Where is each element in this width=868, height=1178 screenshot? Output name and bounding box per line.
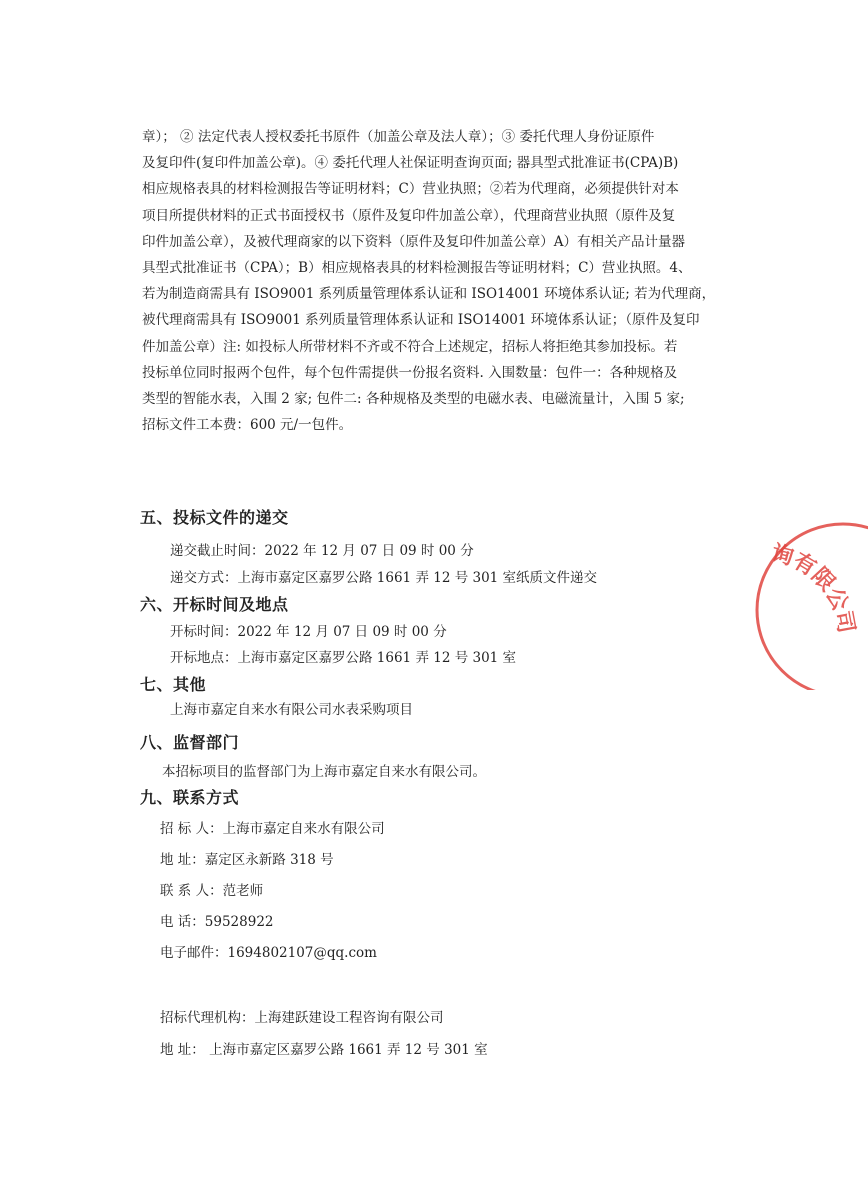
paragraph-line: 件加盖公章）注: 如投标人所带材料不齐或不符合上述规定，招标人将拒绝其参加投标。若 [142, 338, 678, 355]
svg-text:询有限公司 [769, 541, 859, 635]
contact-address: 地 址：嘉定区永新路 318 号 [160, 852, 334, 868]
opening-time: 开标时间：2022 年 12 月 07 日 09 时 00 分 [170, 624, 447, 640]
submission-method: 递交方式：上海市嘉定区嘉罗公路 1661 弄 12 号 301 室纸质文件递交 [170, 570, 598, 586]
seal-text: 询有限公司 [768, 540, 859, 636]
company-seal-stamp [748, 520, 868, 690]
agency-name: 招标代理机构：上海建跃建设工程咨询有限公司 [160, 1010, 444, 1026]
paragraph-line: 章）； ② 法定代表人授权委托书原件（加盖公章及法人章）；③ 委托代理人身份证原件 [142, 129, 655, 145]
paragraph-line: 被代理商需具有 ISO9001 系列质量管理体系认证和 ISO14001 环境体系认证；（原件及复印 [142, 312, 700, 329]
section-heading-opening: 六、开标时间及地点 [140, 595, 289, 614]
requirements-paragraph [142, 124, 716, 438]
paragraph-line: 具型式批准证书（CPA）；B）相应规格表具的材料检测报告等证明材料；C）营业执照。4、 [142, 260, 692, 277]
project-name: 上海市嘉定自来水有限公司水表采购项目 [170, 702, 413, 718]
contact-tenderer: 招 标 人：上海市嘉定自来水有限公司 [160, 821, 385, 837]
section-heading-contact: 九、联系方式 [140, 788, 240, 807]
paragraph-line: 及复印件(复印件加盖公章)。④ 委托代理人社保证明查询页面; 器具型式批准证书(CPA)B) [142, 155, 679, 172]
section-heading-supervision: 八、监督部门 [140, 733, 240, 752]
paragraph-line: 投标单位同时报两个包件，每个包件需提供一份报名资料. 入围数量：包件一：各种规格及 [142, 364, 678, 381]
supervision-text: 本招标项目的监督部门为上海市嘉定自来水有限公司。 [162, 764, 486, 780]
paragraph-line: 相应规格表具的材料检测报告等证明材料；C）营业执照；②若为代理商，必须提供针对本 [142, 181, 679, 198]
paragraph-line: 若为制造商需具有 ISO9001 系列质量管理体系认证和 ISO14001 环境体系认证; 若为代理商， [142, 286, 716, 303]
contact-email: 电子邮件：1694802107@qq.com [160, 945, 377, 961]
paragraph-line: 招标文件工本费：600 元/一包件。 [142, 417, 353, 434]
paragraph-line: 项目所提供材料的正式书面授权书（原件及复印件加盖公章），代理商营业执照（原件及复 [142, 207, 676, 224]
contact-phone: 电 话：59528922 [160, 914, 274, 930]
agency-address: 地 址： 上海市嘉定区嘉罗公路 1661 弄 12 号 301 室 [160, 1042, 488, 1058]
opening-place: 开标地点：上海市嘉定区嘉罗公路 1661 弄 12 号 301 室 [170, 650, 517, 666]
section-heading-submission: 五、投标文件的递交 [140, 508, 289, 527]
paragraph-line: 印件加盖公章），及被代理商家的以下资料（原件及复印件加盖公章）A）有相关产品计量器 [142, 233, 685, 250]
paragraph-line: 类型的智能水表，入围 2 家; 包件二: 各种规格及类型的电磁水表、电磁流量计，入围 5 家; [142, 391, 685, 408]
contact-person: 联 系 人：范老师 [160, 883, 264, 899]
section-heading-other: 七、其他 [140, 675, 207, 694]
submission-deadline: 递交截止时间：2022 年 12 月 07 日 09 时 00 分 [170, 543, 474, 559]
